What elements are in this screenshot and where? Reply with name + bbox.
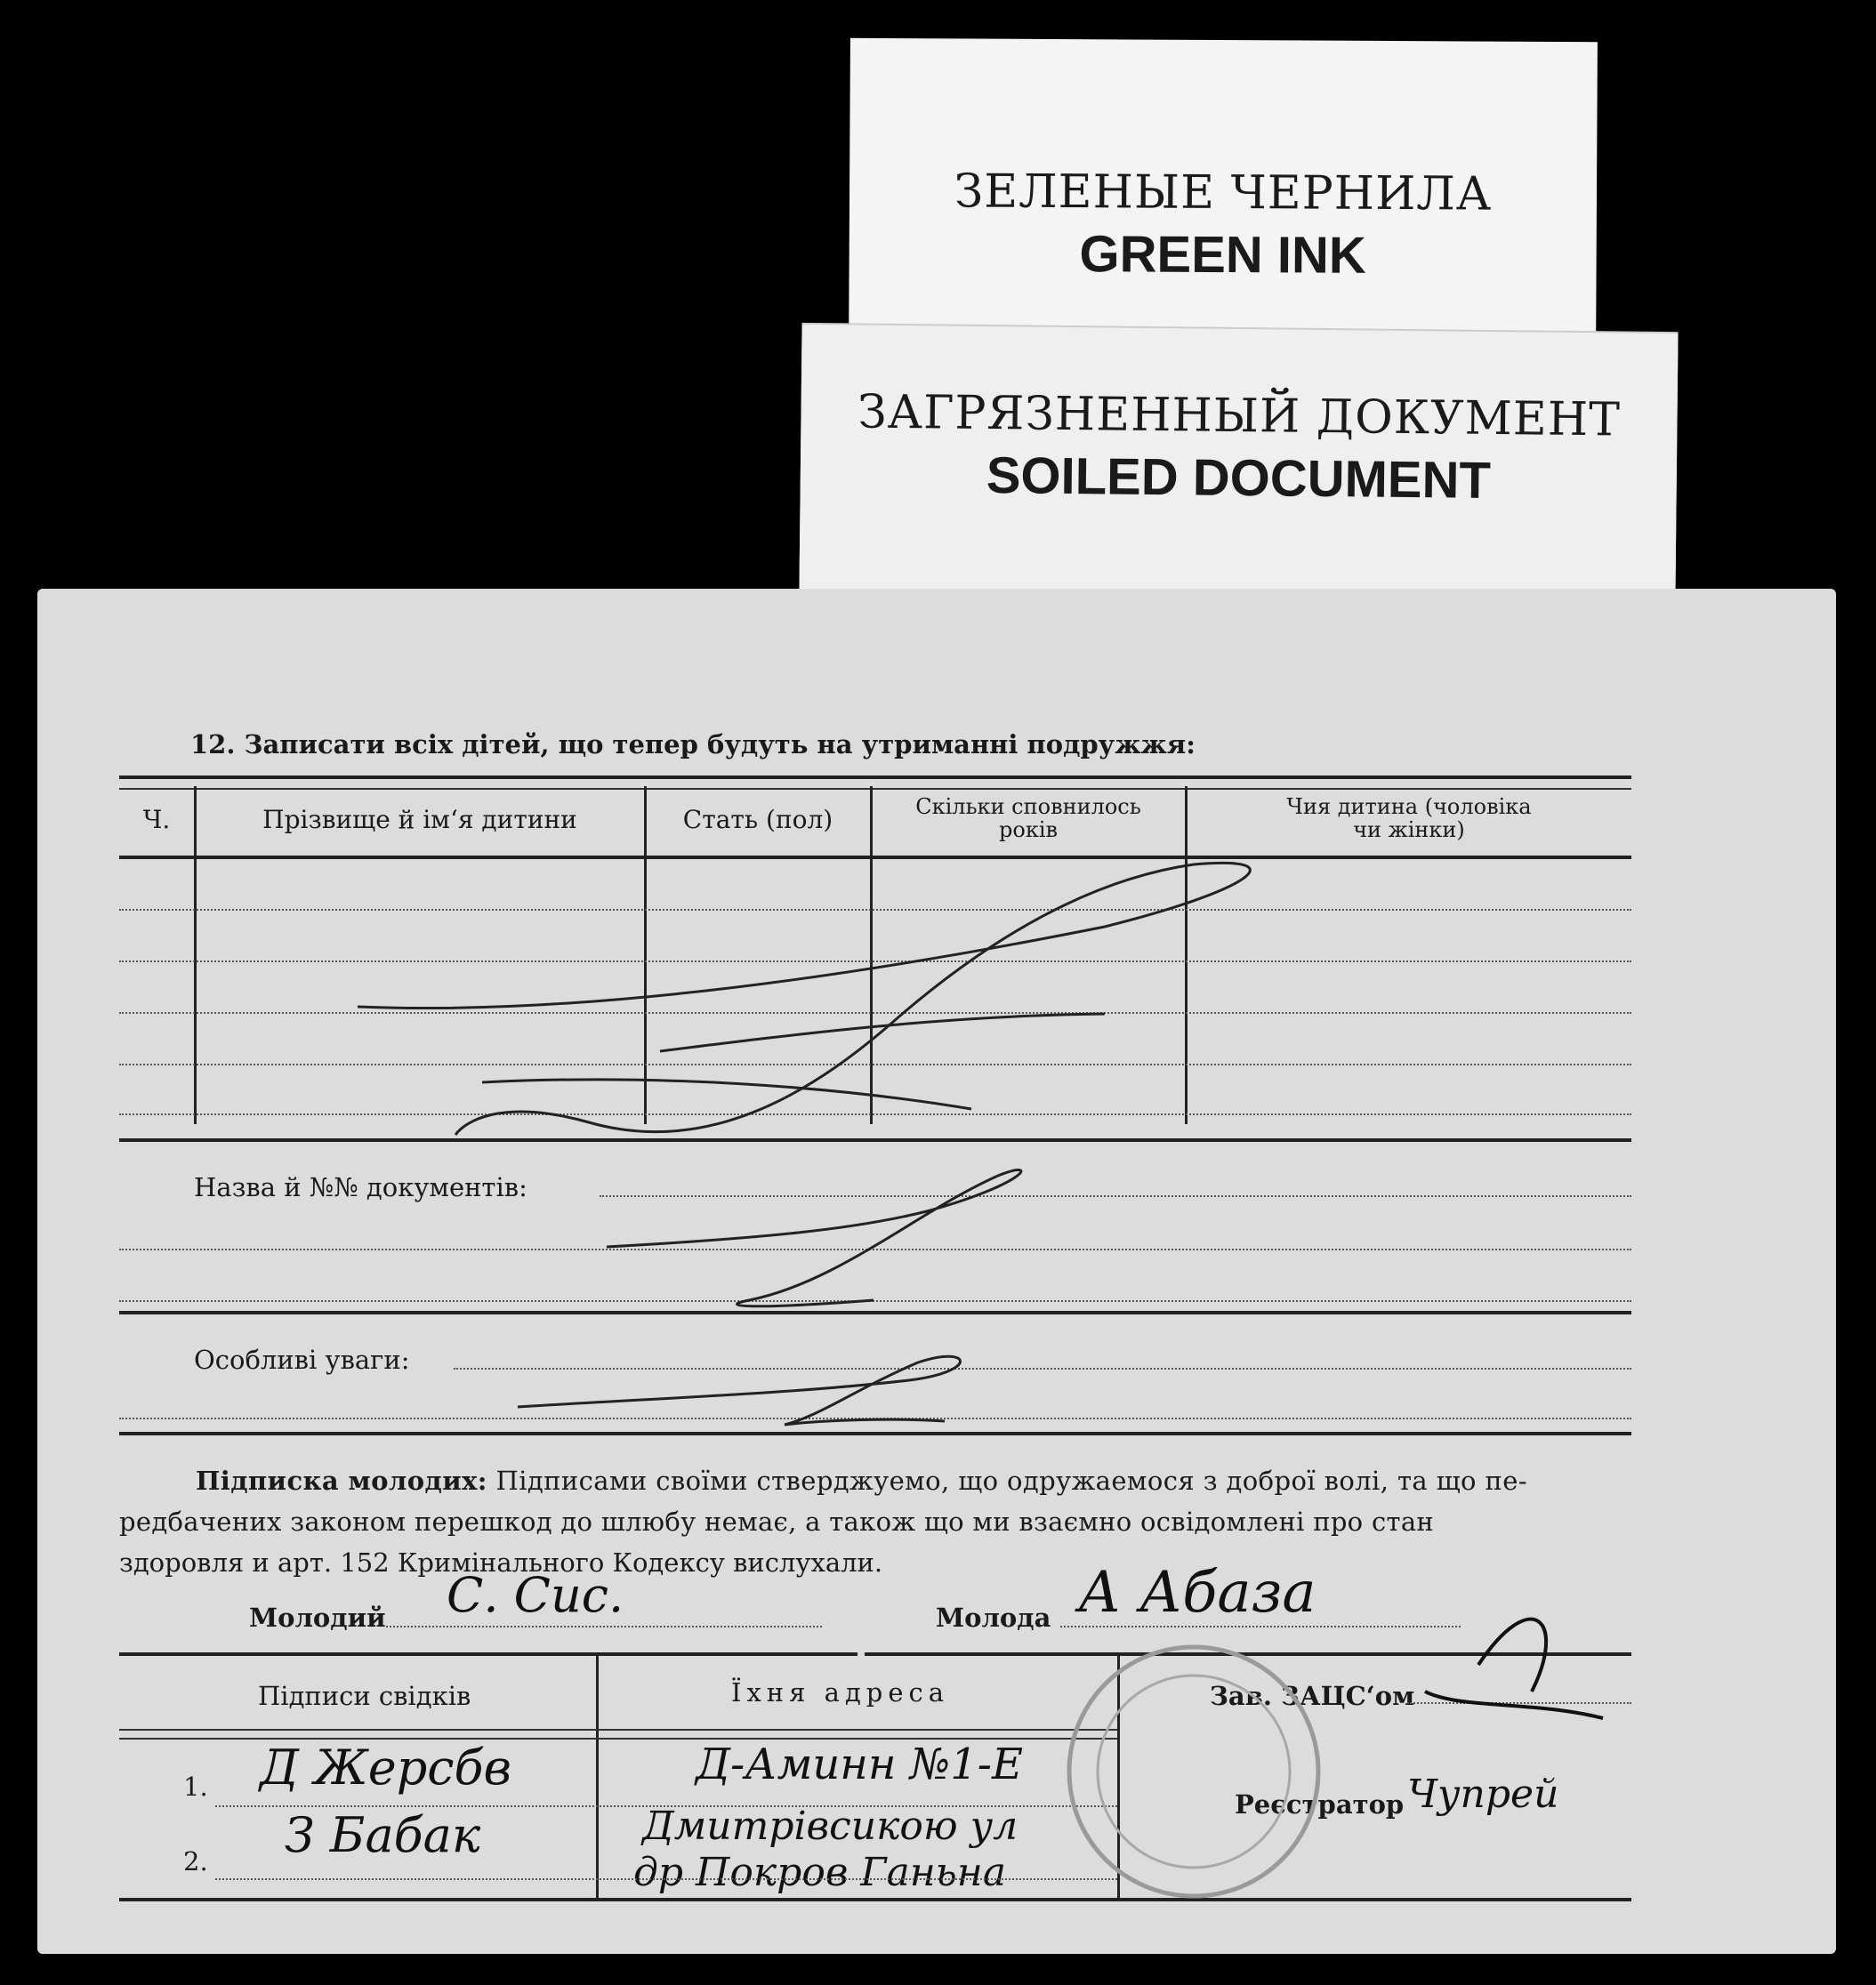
witness-header-signatures: Підписи свідків [258, 1681, 471, 1711]
head-of-registry-label: Зав. ЗАЦС‘ом [1210, 1681, 1415, 1711]
witness-2-address: Дмитрівсикою ул [642, 1804, 1019, 1849]
marriage-record-form [37, 589, 1836, 1954]
green-ink-english: GREEN INK [1079, 225, 1366, 285]
witness-row-number: 1. [183, 1772, 208, 1802]
groom-label: Молодий [249, 1603, 386, 1633]
column-header-child-name: Прізвище й ім‘я дитини [262, 805, 577, 834]
pledge-line-1: Підписка молодих: Підписами своїми стверджуемо, що одружаемося з доброї волі, та що пе- [196, 1466, 1528, 1496]
green-ink-russian: ЗЕЛЕНЫЕ ЧЕРНИЛА [954, 165, 1493, 221]
cancellation-pen-strokes [37, 589, 1836, 1954]
witness-2-address-extra: др Покров Ганьна [633, 1850, 1006, 1895]
bride-label: Молода [936, 1603, 1051, 1633]
documents-label: Назва й №№ документів: [194, 1172, 527, 1202]
groom-signature: С. Сис. [447, 1567, 624, 1623]
soiled-document-english: SOILED DOCUMENT [986, 446, 1492, 510]
witness-2-signature: З Бабак [285, 1807, 481, 1863]
column-header-sex: Стать (пол) [682, 805, 833, 834]
pledge-line-3: здоровля и арт. 152 Кримінального Кодексу вислухали. [119, 1547, 883, 1578]
notes-label: Особливі уваги: [194, 1345, 410, 1375]
column-header-number: Ч. [142, 805, 171, 834]
column-header-age: Скільки сповнилось років [915, 794, 1141, 842]
soiled-document-russian: ЗАГРЯЗНЕННЫЙ ДОКУМЕНТ [857, 385, 1622, 447]
registrar-signature: Чупрей [1407, 1772, 1559, 1817]
bride-signature: А Абаза [1078, 1560, 1316, 1626]
section12-title: 12. Записати всіх дітей, що тепер будуть на утриманні подружжя: [190, 729, 1196, 759]
witness-1-address: Д-Аминн №1-Е [696, 1740, 1024, 1789]
witness-1-signature: Д Жерсбв [260, 1740, 511, 1796]
column-header-whose-child: Чия дитина (чоловіка чи жінки) [1286, 794, 1532, 842]
registrar-label: Реєстратор [1235, 1789, 1405, 1820]
pledge-line-2: редбачених законом перешкод до шлюбу немає, а також що ми взаємно освідомлені про стан [119, 1507, 1435, 1537]
green-ink-label-card [849, 38, 1598, 358]
soiled-document-label-card [799, 325, 1678, 600]
witness-header-address: Їхня адреса [731, 1677, 950, 1708]
witness-row-number: 2. [183, 1846, 208, 1877]
